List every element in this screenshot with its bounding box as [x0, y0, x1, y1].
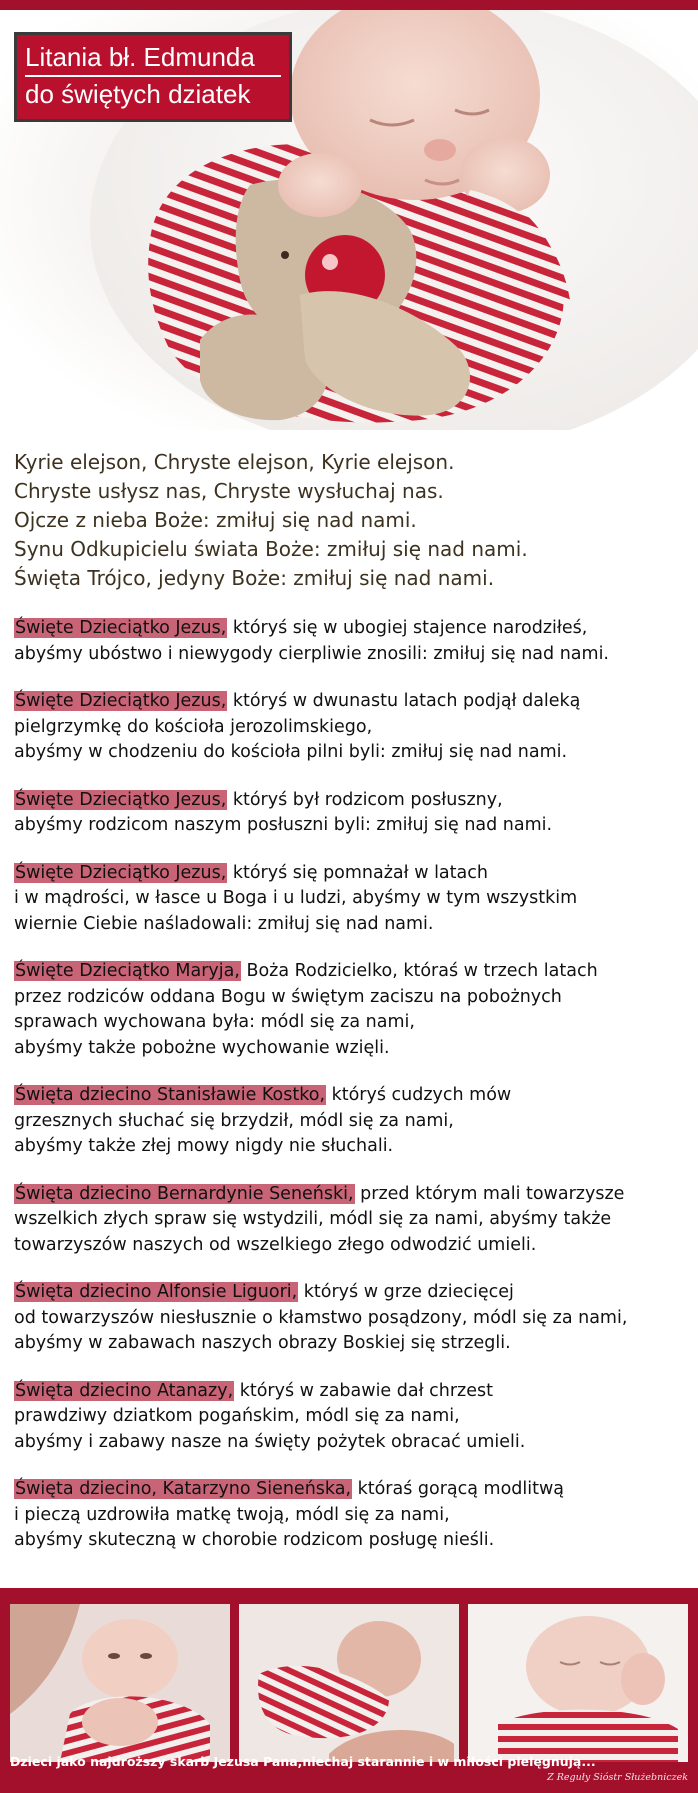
invocation-line: pielgrzymkę do kościoła jerozolimskiego, [14, 716, 373, 737]
invocation-text: któraś gorącą modlitwą [352, 1479, 565, 1499]
title-line-2: do świętych dziatek [25, 79, 251, 109]
invocation-line: od towarzyszów niesłusznie o kłamstwo posądzony, módl się za nami, [14, 1307, 628, 1328]
invocation-line: abyśmy ubóstwo i niewygody cierpliwie znosili: zmiłuj się nad nami. [14, 643, 609, 664]
invocation [14, 1083, 690, 1160]
invocation-highlight: Święta dziecino Atanazy, [15, 1380, 234, 1401]
title-line-1: Litania bł. Edmunda [25, 42, 255, 72]
invocation [14, 861, 690, 938]
invocation-line: wszelkich złych spraw się wstydzili, módl się za nami, abyśmy także [14, 1209, 612, 1229]
invocation [14, 689, 690, 766]
intro-prayers [14, 448, 684, 593]
invocation-text: któryś w zabawie dał chrzest [234, 1380, 493, 1401]
invocation-first-line [14, 616, 690, 642]
invocation-highlight: Święta dziecino Bernardynie Seneński, [15, 1183, 354, 1204]
invocation-first-line [14, 1379, 690, 1405]
invocation [14, 1379, 690, 1456]
invocation-line: abyśmy skuteczną w chorobie rodzicom posługę nieśli. [14, 1530, 495, 1550]
invocation [14, 616, 690, 667]
invocation [14, 1280, 690, 1357]
invocation [14, 788, 690, 839]
invocation-text: któryś się pomnażał w latach [227, 862, 488, 883]
top-accent-bar [0, 0, 698, 10]
invocation-first-line [14, 959, 690, 985]
invocation [14, 959, 690, 1061]
invocation-line: sprawach wychowana była: módl się za nami, [14, 1012, 415, 1032]
invocation-text: któryś się w ubogiej stajence narodziłeś, [227, 618, 588, 638]
footer-caption: Dzieci jako najdroższy skarb Jezusa Pana,niechaj starannie i w miłości pielęgnują... [10, 1754, 596, 1769]
invocation-highlight: Święta dziecino Stanisławie Kostko, [15, 1085, 326, 1105]
invocation-first-line [14, 1477, 690, 1503]
invocation-line: i pieczą uzdrowiła matkę twoją, módl się za nami, [14, 1504, 450, 1525]
invocation-highlight: Święte Dzieciątko Jezus, [15, 618, 227, 638]
invocation-line: przez rodziców oddana Bogu w świętym zaciszu na pobożnych [14, 986, 562, 1007]
invocation-line: abyśmy także złej mowy nigdy nie słuchali. [14, 1136, 394, 1156]
invocation-first-line [14, 1083, 690, 1109]
invocation-highlight: Święte Dzieciątko Jezus, [15, 691, 227, 711]
footer-signature: Z Reguły Sióstr Służebniczek [547, 1772, 688, 1783]
invocation-text: Boża Rodzicielko, któraś w trzech latach [240, 961, 598, 981]
invocation-first-line [14, 788, 690, 814]
title-divider [25, 75, 281, 77]
photo-2-illustration [239, 1604, 459, 1762]
photo-baby-hands [10, 1604, 230, 1762]
invocation [14, 1477, 690, 1554]
hero-baby-photo [0, 10, 698, 430]
invocation-line: towarzyszów naszych od wszelkiego złego odwodzić umieli. [14, 1234, 537, 1255]
invocation-first-line [14, 1280, 690, 1306]
invocation-highlight: Święte Dzieciątko Jezus, [15, 862, 227, 883]
photo-1-illustration [10, 1604, 230, 1762]
photo-3-illustration [468, 1604, 688, 1762]
intro-line: Ojcze z nieba Boże: zmiłuj się nad nami. [14, 508, 417, 532]
invocation-highlight: Święta dziecino, Katarzyno Sieneńska, [15, 1479, 352, 1499]
footer-band [0, 1588, 698, 1793]
invocation-highlight: Święta dziecino Alfonsie Liguori, [15, 1282, 298, 1302]
invocation [14, 1182, 690, 1259]
invocation-text: któryś był rodzicom posłuszny, [227, 789, 503, 810]
invocation-line: abyśmy rodzicom naszym posłuszni byli: zmiłuj się nad nami. [14, 815, 553, 835]
invocation-line: abyśmy i zabawy nasze na święty pożytek obracać umieli. [14, 1431, 526, 1452]
title-banner [14, 32, 292, 122]
invocation-text: przed którym mali towarzysze [354, 1183, 625, 1204]
invocation-line: prawdziwy dziatkom pogańskim, módl się za nami, [14, 1406, 460, 1426]
invocation-line: abyśmy także pobożne wychowanie wzięli. [14, 1037, 390, 1058]
intro-line: Kyrie elejson, Chryste elejson, Kyrie elejson. [14, 450, 455, 474]
invocation-first-line [14, 861, 690, 887]
invocation-first-line [14, 689, 690, 715]
photo-baby-sleeping [468, 1604, 688, 1762]
invocation-line: abyśmy w chodzeniu do kościoła pilni byli: zmiłuj się nad nami. [14, 742, 568, 762]
invocation-text: któryś cudzych mów [326, 1085, 512, 1105]
invocation-text: któryś w dwunastu latach podjął daleką [227, 691, 581, 711]
invocation-list [14, 616, 690, 1576]
invocation-line: abyśmy w zabawach naszych obrazy Boskiej się strzegli. [14, 1333, 511, 1353]
invocation-line: grzesznych słuchać się brzydził, módl się za nami, [14, 1110, 454, 1131]
intro-line: Chryste usłysz nas, Chryste wysłuchaj nas. [14, 479, 444, 503]
invocation-line: wiernie Ciebie naśladowali: zmiłuj się nad nami. [14, 913, 434, 934]
intro-line: Synu Odkupicielu świata Boże: zmiłuj się nad nami. [14, 537, 528, 561]
invocation-line: i w mądrości, w łasce u Boga i u ludzi, abyśmy w tym wszystkim [14, 888, 578, 908]
invocation-highlight: Święte Dzieciątko Maryja, [15, 961, 240, 981]
invocation-text: któryś w grze dziecięcej [298, 1282, 514, 1302]
invocation-highlight: Święte Dzieciątko Jezus, [15, 789, 227, 810]
photo-baby-in-hand [239, 1604, 459, 1762]
intro-line: Święta Trójco, jedyny Boże: zmiłuj się nad nami. [14, 566, 495, 590]
invocation-first-line [14, 1182, 690, 1208]
